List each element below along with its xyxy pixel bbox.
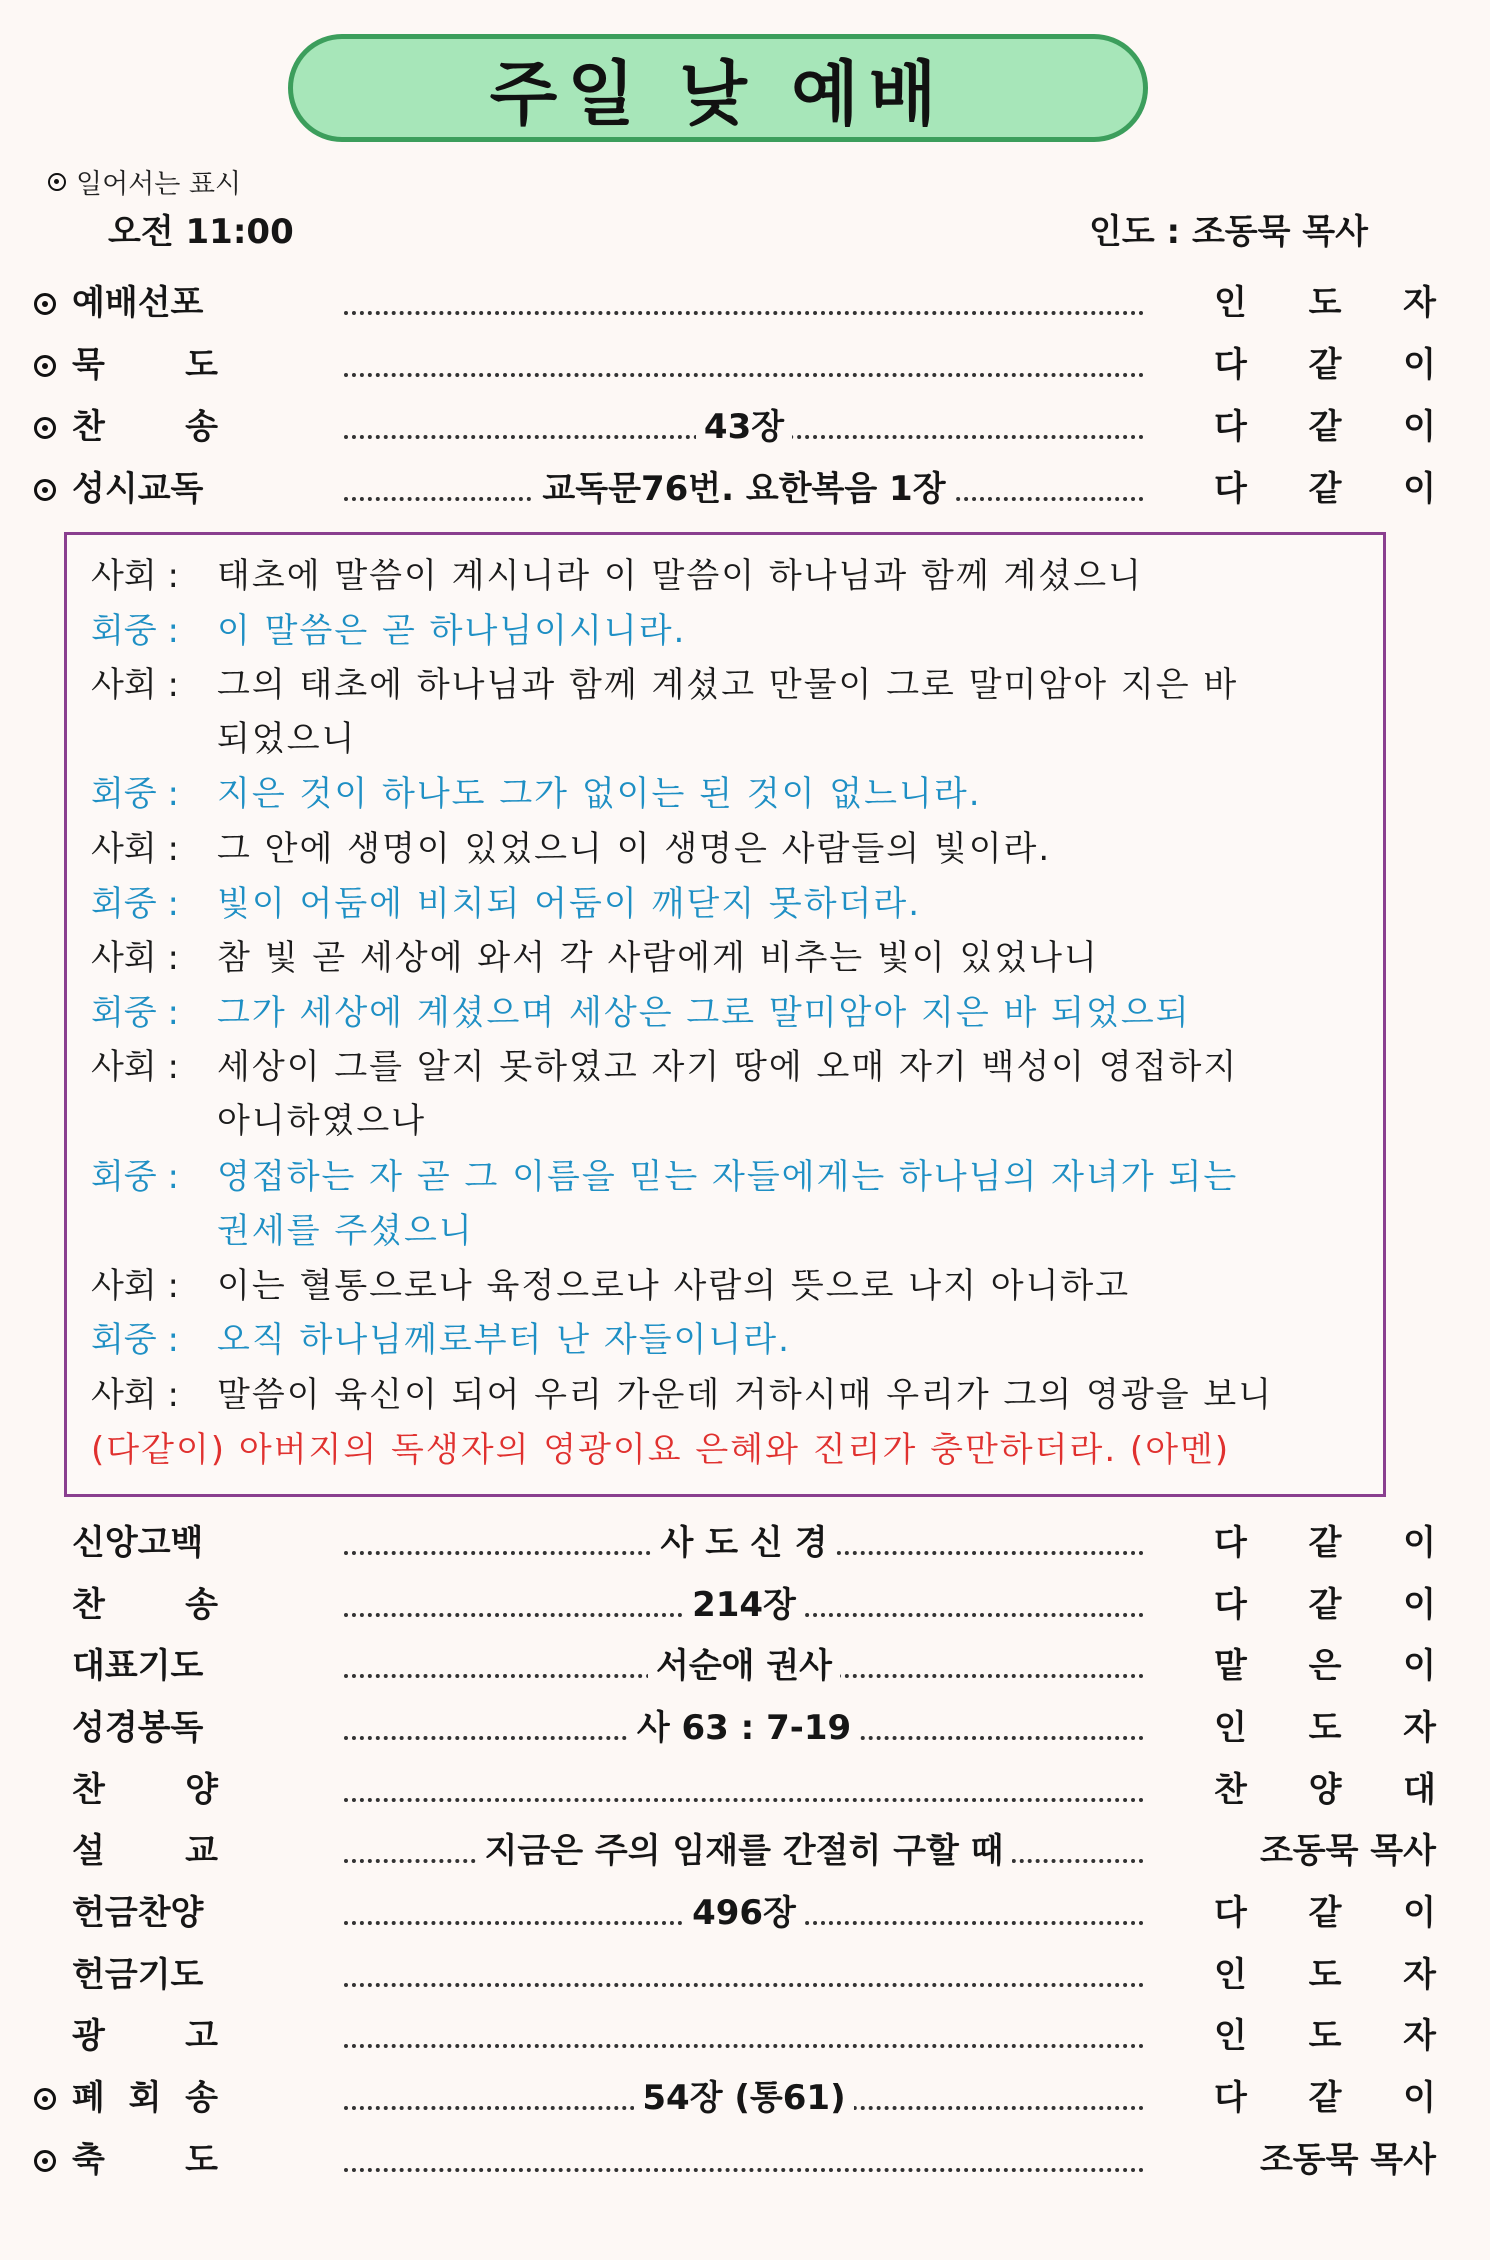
reading-text: 빛이 어둠에 비치되 어둠이 깨닫지 못하더라. [217, 883, 922, 924]
order-item-leader: 인 도 자 [1214, 2016, 1436, 2056]
order-item-leader: 다 같 이 [1214, 1893, 1436, 1933]
order-item-leader: 조동묵 목사 [1259, 1831, 1436, 1871]
order-item-name: 폐 회 송 [72, 2078, 218, 2118]
stand-bullet-icon [34, 2150, 56, 2172]
order-item [34, 2011, 1436, 2061]
reading-speaker-label: 회중 : [91, 1156, 179, 1197]
reading-text: 영접하는 자 곧 그 이름을 믿는 자들에게는 하나님의 자녀가 되는 [217, 1156, 1239, 1197]
order-item [34, 1950, 1436, 2000]
order-item-leader: 다 같 이 [1214, 2078, 1436, 2118]
order-item [34, 278, 1436, 328]
order-item-name: 대표기도 [72, 1646, 204, 1686]
order-item-name: 신앙고백 [72, 1523, 204, 1563]
reading-speaker-label: 회중 : [91, 610, 179, 651]
reading-text: 권세를 주셨으니 [217, 1210, 474, 1251]
order-item-name: 묵 도 [72, 345, 218, 385]
dotted-leader-line [344, 311, 1144, 315]
order-item-leader: 인 도 자 [1214, 283, 1436, 323]
order-item-name: 성경봉독 [72, 1708, 204, 1748]
stand-bullet-icon [34, 479, 56, 501]
reading-text: 그 안에 생명이 있었으니 이 생명은 사람들의 빛이라. [217, 829, 1052, 869]
reading-text: 지은 것이 하나도 그가 없이는 된 것이 없느니라. [217, 774, 982, 815]
order-item-name: 예배선포 [72, 283, 204, 323]
order-item-content: 214장 [344, 1580, 1144, 1630]
order-item [34, 2135, 1436, 2185]
reading-speaker-label: 사회 : [91, 938, 179, 979]
reading-text: 참 빛 곧 세상에 와서 각 사람에게 비추는 빛이 있었나니 [217, 938, 1099, 979]
order-item [34, 1826, 1436, 1876]
reading-text: (다같이) 아버지의 독생자의 영광이요 은혜와 진리가 충만하더라. (아멘) [91, 1429, 1231, 1470]
service-info-row [108, 204, 1368, 250]
reading-text: 태초에 말씀이 계시니라 이 말씀이 하나님과 함께 계셨으니 [217, 556, 1143, 596]
order-item-content: 사 도 신 경 [344, 1518, 1144, 1568]
reading-speaker-label: 사회 : [91, 665, 179, 706]
title-banner [288, 34, 1148, 142]
reading-text: 되었으니 [217, 719, 357, 760]
stand-bullet-icon [34, 355, 56, 377]
order-item-leader: 맡 은 이 [1214, 1646, 1436, 1686]
order-item-leader: 인 도 자 [1214, 1955, 1436, 1995]
order-item-leader: 조동묵 목사 [1259, 2140, 1436, 2180]
order-item-content: 496장 [344, 1888, 1144, 1938]
dotted-leader-line [344, 1983, 1144, 1987]
reading-text: 아니하였으나 [217, 1101, 427, 1142]
dotted-leader-line [344, 2168, 1144, 2172]
order-item-name: 설 교 [72, 1831, 218, 1871]
order-item-leader: 다 같 이 [1214, 1585, 1436, 1625]
stand-bullet-icon [34, 2088, 56, 2110]
reading-speaker-label: 사회 : [91, 556, 179, 596]
order-item-content: 지금은 주의 임재를 간절히 구할 때 [344, 1826, 1144, 1876]
page-title: 주일 낮 예배 [489, 52, 947, 135]
order-item-leader: 인 도 자 [1214, 1708, 1436, 1748]
stand-bullet-icon [48, 173, 66, 191]
order-item-leader: 다 같 이 [1214, 469, 1436, 509]
order-item-content: 서순애 권사 [344, 1641, 1144, 1691]
responsive-reading-box [64, 532, 1386, 1497]
order-item [34, 1703, 1436, 1753]
order-item-leader: 다 같 이 [1214, 1523, 1436, 1563]
order-item [34, 340, 1436, 390]
dotted-leader-line [344, 1798, 1144, 1802]
reading-text: 말씀이 육신이 되어 우리 가운데 거하시매 우리가 그의 영광을 보니 [217, 1375, 1274, 1415]
order-item-leader: 다 같 이 [1214, 407, 1436, 447]
reading-speaker-label: 사회 : [91, 1265, 179, 1306]
order-item-name: 성시교독 [72, 469, 204, 509]
reading-speaker-label: 회중 : [91, 992, 179, 1033]
order-item [34, 1765, 1436, 1815]
reading-text: 오직 하나님께로부터 난 자들이니라. [217, 1320, 791, 1361]
order-item [34, 1580, 1436, 1630]
order-item-name: 찬 양 [72, 1770, 218, 1810]
order-item [34, 1518, 1436, 1568]
order-item-leader: 찬 양 대 [1214, 1770, 1436, 1810]
reading-speaker-label: 회중 : [91, 883, 179, 924]
order-item-content: 사 63 : 7-19 [344, 1703, 1144, 1753]
order-item-name: 헌금찬양 [72, 1893, 204, 1933]
reading-text: 그가 세상에 계셨으며 세상은 그로 말미암아 지은 바 되었으되 [217, 992, 1191, 1033]
stand-legend-text: 일어서는 표시 [76, 169, 242, 200]
order-item-name: 축 도 [72, 2140, 218, 2180]
reading-text: 이는 혈통으로나 육정으로나 사람의 뜻으로 나지 아니하고 [217, 1265, 1131, 1306]
order-item-name: 찬 송 [72, 407, 218, 447]
service-time: 오전 11:00 [108, 212, 294, 252]
order-item-content: 54장 (통61) [344, 2073, 1144, 2123]
order-item-name: 광 고 [72, 2016, 218, 2056]
order-item [34, 402, 1436, 452]
order-item-content: 교독문76번. 요한복음 1장 [344, 464, 1144, 514]
reading-text: 그의 태초에 하나님과 함께 계셨고 만물이 그로 말미암아 지은 바 [217, 665, 1239, 706]
service-presider: 인도 : 조동묵 목사 [1088, 212, 1368, 252]
stand-legend [48, 162, 241, 201]
order-item [34, 1888, 1436, 1938]
reading-speaker-label: 사회 : [91, 1375, 179, 1415]
reading-speaker-label: 사회 : [91, 1047, 179, 1088]
order-item-content: 43장 [344, 402, 1144, 452]
reading-unison-line [91, 1423, 1367, 1477]
dotted-leader-line [344, 373, 1144, 377]
order-item-name: 찬 송 [72, 1585, 218, 1625]
order-item-name: 헌금기도 [72, 1955, 204, 1995]
order-item [34, 2073, 1436, 2123]
reading-text: 세상이 그를 알지 못하였고 자기 땅에 오매 자기 백성이 영접하지 [217, 1047, 1239, 1088]
dotted-leader-line [344, 2044, 1144, 2048]
reading-speaker-label: 사회 : [91, 829, 179, 869]
order-item [34, 1641, 1436, 1691]
reading-text: 이 말씀은 곧 하나님이시니라. [217, 610, 687, 651]
stand-bullet-icon [34, 293, 56, 315]
order-item [34, 464, 1436, 514]
stand-bullet-icon [34, 417, 56, 439]
order-item-leader: 다 같 이 [1214, 345, 1436, 385]
reading-speaker-label: 회중 : [91, 1320, 179, 1361]
reading-speaker-label: 회중 : [91, 774, 179, 815]
